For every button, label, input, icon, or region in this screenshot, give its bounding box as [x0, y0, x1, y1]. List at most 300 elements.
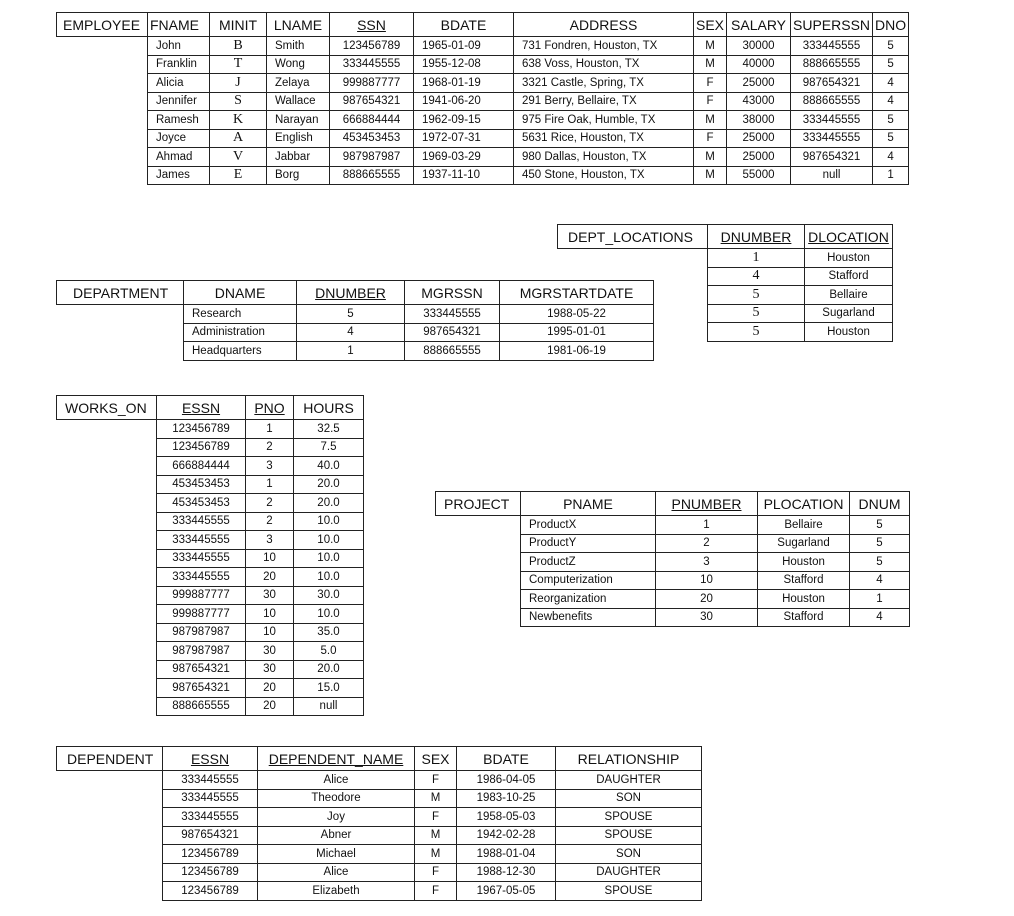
employee-row — [57, 166, 909, 185]
cell-minit: V — [210, 148, 267, 167]
cell-dlocation: Houston — [805, 249, 893, 268]
cell-pno: 10 — [246, 549, 294, 568]
cell-bdate: 1955-12-08 — [414, 55, 514, 74]
column-header: FNAME — [148, 13, 210, 37]
cell-pno: 30 — [246, 586, 294, 605]
works-on-row — [57, 660, 364, 679]
works-on-row — [57, 549, 364, 568]
cell-ssn: 123456789 — [330, 37, 414, 56]
cell-fname: Alicia — [148, 74, 210, 93]
column-header: BDATE — [414, 13, 514, 37]
cell-bdate: 1962-09-15 — [414, 111, 514, 130]
cell-dname: Headquarters — [184, 342, 297, 361]
cell-bdate: 1942-02-28 — [457, 826, 556, 845]
cell-essn: 123456789 — [163, 845, 258, 864]
employee-row — [57, 129, 909, 148]
cell-dnumber: 5 — [708, 286, 805, 305]
row-spacer — [57, 679, 157, 698]
project-row — [436, 571, 910, 590]
column-header: MGRSSN — [405, 281, 500, 305]
cell-minit: S — [210, 92, 267, 111]
column-header: HOURS — [294, 396, 364, 420]
cell-bdate: 1969-03-29 — [414, 148, 514, 167]
cell-hours: 35.0 — [294, 623, 364, 642]
row-spacer — [57, 863, 163, 882]
cell-essn: 453453453 — [157, 494, 246, 513]
works-on-row — [57, 586, 364, 605]
column-header: LNAME — [267, 13, 330, 37]
cell-fname: Joyce — [148, 129, 210, 148]
department-relation-name: DEPARTMENT — [57, 281, 184, 305]
cell-essn: 333445555 — [157, 568, 246, 587]
cell-hours: 10.0 — [294, 531, 364, 550]
cell-minit: B — [210, 37, 267, 56]
primary-key-header: DLOCATION — [805, 225, 893, 249]
column-header: DNAME — [184, 281, 297, 305]
row-spacer — [436, 608, 521, 627]
cell-salary: 25000 — [727, 129, 791, 148]
cell-pnumber: 2 — [656, 534, 758, 553]
cell-fname: James — [148, 166, 210, 185]
cell-mgrstartdate: 1995-01-01 — [500, 323, 654, 342]
cell-superssn: 987654321 — [791, 148, 873, 167]
project-row — [436, 553, 910, 572]
works-on-row — [57, 531, 364, 550]
cell-relationship: SPOUSE — [556, 882, 702, 901]
cell-dependent-name: Abner — [258, 826, 415, 845]
cell-essn: 888665555 — [157, 697, 246, 716]
column-header: ADDRESS — [514, 13, 694, 37]
primary-key-header: SSN — [330, 13, 414, 37]
cell-essn: 999887777 — [157, 586, 246, 605]
works-on-relation — [56, 395, 364, 716]
employee-row — [57, 148, 909, 167]
cell-dependent-name: Joy — [258, 808, 415, 827]
cell-pno: 10 — [246, 623, 294, 642]
cell-pname: ProductY — [521, 534, 656, 553]
row-spacer — [57, 55, 148, 74]
column-header: DNUM — [850, 492, 910, 516]
cell-essn: 123456789 — [163, 863, 258, 882]
cell-essn: 987987987 — [157, 623, 246, 642]
column-header: SUPERSSN — [791, 13, 873, 37]
cell-essn: 123456789 — [163, 882, 258, 901]
cell-ssn: 987654321 — [330, 92, 414, 111]
cell-salary: 30000 — [727, 37, 791, 56]
cell-pno: 30 — [246, 642, 294, 661]
dept-locations-header-row — [558, 225, 893, 249]
row-spacer — [57, 475, 157, 494]
cell-dno: 4 — [873, 74, 909, 93]
cell-superssn: null — [791, 166, 873, 185]
row-spacer — [57, 74, 148, 93]
cell-lname: Jabbar — [267, 148, 330, 167]
department-row — [57, 305, 654, 324]
cell-pno: 1 — [246, 475, 294, 494]
works-on-row — [57, 605, 364, 624]
cell-sex: M — [415, 826, 457, 845]
cell-hours: 10.0 — [294, 568, 364, 587]
cell-mgrstartdate: 1988-05-22 — [500, 305, 654, 324]
dependent-row — [57, 808, 702, 827]
cell-pno: 10 — [246, 605, 294, 624]
works-on-row — [57, 475, 364, 494]
works-on-row — [57, 623, 364, 642]
cell-dno: 5 — [873, 129, 909, 148]
cell-pno: 3 — [246, 531, 294, 550]
primary-key-header: ESSN — [157, 396, 246, 420]
cell-minit: A — [210, 129, 267, 148]
cell-bdate: 1972-07-31 — [414, 129, 514, 148]
cell-essn: 333445555 — [163, 789, 258, 808]
dept-locations-relation-name: DEPT_LOCATIONS — [558, 225, 708, 249]
cell-fname: Jennifer — [148, 92, 210, 111]
dependent-relation — [56, 746, 702, 901]
cell-plocation: Sugarland — [758, 534, 850, 553]
cell-plocation: Houston — [758, 590, 850, 609]
cell-hours: 7.5 — [294, 438, 364, 457]
row-spacer — [436, 516, 521, 535]
cell-salary: 40000 — [727, 55, 791, 74]
cell-pname: Reorganization — [521, 590, 656, 609]
row-spacer — [57, 457, 157, 476]
cell-dnumber: 5 — [297, 305, 405, 324]
row-spacer — [57, 111, 148, 130]
cell-ssn: 888665555 — [330, 166, 414, 185]
cell-bdate: 1965-01-09 — [414, 37, 514, 56]
cell-hours: 32.5 — [294, 420, 364, 439]
cell-dlocation: Bellaire — [805, 286, 893, 305]
row-spacer — [57, 37, 148, 56]
cell-bdate: 1983-10-25 — [457, 789, 556, 808]
cell-bdate: 1941-06-20 — [414, 92, 514, 111]
row-spacer — [57, 605, 157, 624]
cell-pname: Computerization — [521, 571, 656, 590]
cell-ssn: 666884444 — [330, 111, 414, 130]
cell-dependent-name: Theodore — [258, 789, 415, 808]
cell-dnumber: 5 — [708, 304, 805, 323]
row-spacer — [57, 420, 157, 439]
cell-hours: 10.0 — [294, 512, 364, 531]
cell-ssn: 333445555 — [330, 55, 414, 74]
cell-address: 3321 Castle, Spring, TX — [514, 74, 694, 93]
cell-pnumber: 1 — [656, 516, 758, 535]
cell-plocation: Stafford — [758, 571, 850, 590]
cell-salary: 25000 — [727, 148, 791, 167]
works-on-row — [57, 679, 364, 698]
row-spacer — [436, 534, 521, 553]
cell-superssn: 333445555 — [791, 37, 873, 56]
column-header: RELATIONSHIP — [556, 747, 702, 771]
cell-ssn: 999887777 — [330, 74, 414, 93]
column-header: BDATE — [457, 747, 556, 771]
cell-sex: F — [415, 808, 457, 827]
cell-sex: F — [415, 771, 457, 790]
cell-dependent-name: Alice — [258, 863, 415, 882]
cell-pnumber: 3 — [656, 553, 758, 572]
cell-pnumber: 10 — [656, 571, 758, 590]
dependent-row — [57, 863, 702, 882]
cell-ssn: 987987987 — [330, 148, 414, 167]
row-spacer — [57, 642, 157, 661]
cell-mgrssn: 888665555 — [405, 342, 500, 361]
cell-superssn: 333445555 — [791, 111, 873, 130]
cell-pnumber: 30 — [656, 608, 758, 627]
cell-essn: 987654321 — [157, 679, 246, 698]
dependent-row — [57, 845, 702, 864]
cell-sex: F — [415, 863, 457, 882]
cell-dno: 1 — [873, 166, 909, 185]
cell-relationship: SON — [556, 789, 702, 808]
row-spacer — [57, 623, 157, 642]
row-spacer — [436, 590, 521, 609]
cell-relationship: SPOUSE — [556, 808, 702, 827]
cell-sex: F — [415, 882, 457, 901]
cell-lname: Wong — [267, 55, 330, 74]
employee-relation — [56, 12, 909, 185]
cell-salary: 55000 — [727, 166, 791, 185]
cell-dno: 4 — [873, 92, 909, 111]
cell-bdate: 1958-05-03 — [457, 808, 556, 827]
cell-bdate: 1967-05-05 — [457, 882, 556, 901]
cell-pno: 3 — [246, 457, 294, 476]
cell-hours: 10.0 — [294, 549, 364, 568]
cell-dnum: 4 — [850, 571, 910, 590]
cell-hours: 20.0 — [294, 475, 364, 494]
works-on-relation-name: WORKS_ON — [57, 396, 157, 420]
dependent-table — [56, 746, 702, 901]
row-spacer — [57, 531, 157, 550]
cell-pno: 20 — [246, 679, 294, 698]
cell-dlocation: Stafford — [805, 267, 893, 286]
dept-locations-row — [558, 249, 893, 268]
row-spacer — [57, 568, 157, 587]
works-on-header-row — [57, 396, 364, 420]
cell-lname: Narayan — [267, 111, 330, 130]
cell-sex: F — [694, 74, 727, 93]
cell-bdate: 1988-12-30 — [457, 863, 556, 882]
cell-pname: ProductZ — [521, 553, 656, 572]
cell-sex: F — [694, 92, 727, 111]
cell-hours: 30.0 — [294, 586, 364, 605]
cell-pname: ProductX — [521, 516, 656, 535]
cell-superssn: 888665555 — [791, 92, 873, 111]
cell-dname: Research — [184, 305, 297, 324]
column-header: DNO — [873, 13, 909, 37]
row-spacer — [57, 148, 148, 167]
cell-pno: 30 — [246, 660, 294, 679]
cell-essn: 987654321 — [157, 660, 246, 679]
dependent-row — [57, 882, 702, 901]
cell-sex: M — [415, 789, 457, 808]
cell-essn: 123456789 — [157, 438, 246, 457]
cell-pno: 2 — [246, 512, 294, 531]
cell-dnum: 5 — [850, 553, 910, 572]
primary-key-header: PNUMBER — [656, 492, 758, 516]
cell-essn: 453453453 — [157, 475, 246, 494]
column-header: PNAME — [521, 492, 656, 516]
cell-essn: 666884444 — [157, 457, 246, 476]
cell-essn: 123456789 — [157, 420, 246, 439]
cell-lname: English — [267, 129, 330, 148]
project-row — [436, 516, 910, 535]
cell-minit: J — [210, 74, 267, 93]
cell-plocation: Bellaire — [758, 516, 850, 535]
department-header-row — [57, 281, 654, 305]
cell-dnum: 5 — [850, 534, 910, 553]
cell-pno: 1 — [246, 420, 294, 439]
cell-essn: 333445555 — [157, 512, 246, 531]
cell-hours: 10.0 — [294, 605, 364, 624]
employee-row — [57, 92, 909, 111]
cell-relationship: DAUGHTER — [556, 863, 702, 882]
cell-essn: 999887777 — [157, 605, 246, 624]
row-spacer — [57, 129, 148, 148]
cell-sex: F — [694, 129, 727, 148]
works-on-row — [57, 438, 364, 457]
works-on-row — [57, 697, 364, 716]
cell-mgrssn: 333445555 — [405, 305, 500, 324]
row-spacer — [436, 571, 521, 590]
cell-sex: M — [694, 37, 727, 56]
row-spacer — [57, 882, 163, 901]
cell-dnumber: 1 — [297, 342, 405, 361]
row-spacer — [57, 323, 184, 342]
employee-row — [57, 74, 909, 93]
cell-fname: Franklin — [148, 55, 210, 74]
project-relation-name: PROJECT — [436, 492, 521, 516]
cell-essn: 333445555 — [163, 808, 258, 827]
cell-dno: 4 — [873, 148, 909, 167]
cell-hours: 20.0 — [294, 494, 364, 513]
cell-sex: M — [415, 845, 457, 864]
cell-dno: 5 — [873, 55, 909, 74]
employee-table — [56, 12, 909, 185]
column-header: SEX — [415, 747, 457, 771]
cell-dnum: 4 — [850, 608, 910, 627]
cell-salary: 25000 — [727, 74, 791, 93]
cell-fname: Ahmad — [148, 148, 210, 167]
dependent-header-row — [57, 747, 702, 771]
cell-address: 731 Fondren, Houston, TX — [514, 37, 694, 56]
cell-hours: null — [294, 697, 364, 716]
dependent-row — [57, 826, 702, 845]
row-spacer — [57, 660, 157, 679]
row-spacer — [57, 697, 157, 716]
cell-address: 5631 Rice, Houston, TX — [514, 129, 694, 148]
cell-pname: Newbenefits — [521, 608, 656, 627]
cell-superssn: 987654321 — [791, 74, 873, 93]
dependent-row — [57, 771, 702, 790]
row-spacer — [57, 512, 157, 531]
project-table — [435, 491, 910, 627]
cell-essn: 333445555 — [157, 549, 246, 568]
project-header-row — [436, 492, 910, 516]
cell-bdate: 1937-11-10 — [414, 166, 514, 185]
cell-dependent-name: Alice — [258, 771, 415, 790]
cell-hours: 15.0 — [294, 679, 364, 698]
row-spacer — [57, 305, 184, 324]
employee-header-row — [57, 13, 909, 37]
dependent-row — [57, 789, 702, 808]
employee-row — [57, 55, 909, 74]
works-on-row — [57, 568, 364, 587]
row-spacer — [57, 342, 184, 361]
cell-bdate: 1988-01-04 — [457, 845, 556, 864]
row-spacer — [57, 549, 157, 568]
cell-dlocation: Houston — [805, 323, 893, 342]
column-header: PLOCATION — [758, 492, 850, 516]
cell-superssn: 888665555 — [791, 55, 873, 74]
project-row — [436, 590, 910, 609]
column-header: MINIT — [210, 13, 267, 37]
cell-pno: 2 — [246, 438, 294, 457]
cell-minit: T — [210, 55, 267, 74]
column-header: SALARY — [727, 13, 791, 37]
cell-address: 638 Voss, Houston, TX — [514, 55, 694, 74]
primary-key-header: ESSN — [163, 747, 258, 771]
cell-sex: M — [694, 166, 727, 185]
cell-pno: 2 — [246, 494, 294, 513]
cell-hours: 40.0 — [294, 457, 364, 476]
cell-address: 291 Berry, Bellaire, TX — [514, 92, 694, 111]
department-row — [57, 342, 654, 361]
row-spacer — [57, 586, 157, 605]
column-header: SEX — [694, 13, 727, 37]
cell-dnumber: 4 — [708, 267, 805, 286]
cell-dno: 5 — [873, 111, 909, 130]
cell-minit: E — [210, 166, 267, 185]
cell-sex: M — [694, 55, 727, 74]
cell-fname: Ramesh — [148, 111, 210, 130]
cell-dependent-name: Elizabeth — [258, 882, 415, 901]
project-row — [436, 608, 910, 627]
department-table — [56, 280, 654, 361]
cell-dno: 5 — [873, 37, 909, 56]
row-spacer — [57, 166, 148, 185]
works-on-row — [57, 512, 364, 531]
primary-key-header: DNUMBER — [708, 225, 805, 249]
cell-mgrssn: 987654321 — [405, 323, 500, 342]
cell-essn: 987987987 — [157, 642, 246, 661]
cell-pnumber: 20 — [656, 590, 758, 609]
works-on-row — [57, 420, 364, 439]
cell-mgrstartdate: 1981-06-19 — [500, 342, 654, 361]
cell-fname: John — [148, 37, 210, 56]
row-spacer — [57, 789, 163, 808]
cell-ssn: 453453453 — [330, 129, 414, 148]
row-spacer — [558, 249, 708, 268]
cell-dnumber: 5 — [708, 323, 805, 342]
cell-sex: M — [694, 148, 727, 167]
cell-pno: 20 — [246, 697, 294, 716]
cell-essn: 987654321 — [163, 826, 258, 845]
cell-plocation: Houston — [758, 553, 850, 572]
cell-bdate: 1986-04-05 — [457, 771, 556, 790]
cell-lname: Wallace — [267, 92, 330, 111]
dependent-relation-name: DEPENDENT — [57, 747, 163, 771]
cell-lname: Borg — [267, 166, 330, 185]
cell-hours: 20.0 — [294, 660, 364, 679]
cell-dnum: 5 — [850, 516, 910, 535]
cell-bdate: 1968-01-19 — [414, 74, 514, 93]
cell-relationship: SON — [556, 845, 702, 864]
column-header: MGRSTARTDATE — [500, 281, 654, 305]
cell-dependent-name: Michael — [258, 845, 415, 864]
cell-dnum: 1 — [850, 590, 910, 609]
row-spacer — [57, 826, 163, 845]
cell-essn: 333445555 — [157, 531, 246, 550]
